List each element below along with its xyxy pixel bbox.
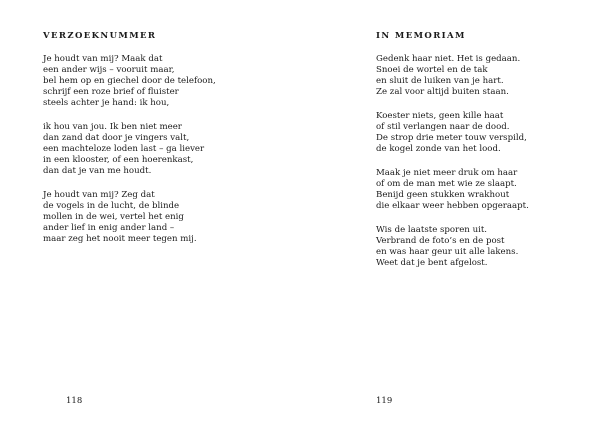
poem-line: of om de man met wie ze slaapt. (376, 178, 517, 189)
stanza (43, 122, 216, 177)
poem-line: Verbrand de foto’s en de post (376, 235, 505, 246)
poem-line: Koester niets, geen kille haat (376, 110, 504, 121)
stanza (376, 225, 529, 269)
poem-line: dan dat je van me houdt. (43, 166, 152, 177)
poem-line: de kogel zonde van het lood. (376, 144, 501, 155)
poem-body (376, 54, 529, 282)
stanza (376, 168, 529, 212)
poem-line: een ander wijs – vooruit maar, (43, 65, 175, 76)
poem-line: de vogels in de lucht, de blinde (43, 201, 180, 212)
poem-line: De strop drie meter touw verspild, (376, 133, 527, 144)
poem-line: en was haar geur uit alle lakens. (376, 246, 519, 257)
poem-line: Weet dat je bent afgelost. (376, 257, 488, 268)
stanza (43, 54, 216, 109)
poem-title: IN MEMORIAM (376, 31, 466, 41)
poem-line: een machteloze loden last – ga liever (43, 144, 205, 155)
right-page (300, 0, 600, 432)
poem-line: Maak je niet meer druk om haar (376, 167, 518, 178)
poem-line: mollen in de wei, vertel het enig (43, 212, 184, 223)
poem-line: in een klooster, of een hoerenkast, (43, 155, 194, 166)
poem-line: steels achter je hand: ik hou, (43, 98, 170, 109)
poem-line: ander lief in enig ander land – (43, 223, 175, 234)
poem-line: bel hem op en giechel door de telefoon, (43, 76, 216, 87)
poem-title: VERZOEKNUMMER (43, 31, 157, 41)
poem-line: maar zeg het nooit meer tegen mij. (43, 234, 197, 245)
poem-line: en sluit de luiken van je hart. (376, 76, 504, 87)
poem-line: Je houdt van mij? Zeg dat (43, 189, 155, 200)
poem-body (43, 54, 216, 258)
poem-line: Je houdt van mij? Maak dat (43, 54, 163, 64)
stanza (376, 111, 529, 155)
poem-line: ik hou van jou. Ik ben niet meer (43, 121, 182, 132)
poem-line: die elkaar weer hebben opgeraapt. (376, 201, 529, 212)
page-number: 119 (376, 396, 393, 406)
poem-line: Snoei de wortel en de tak (376, 65, 488, 76)
poem-line: Wis de laatste sporen uit. (376, 224, 488, 235)
poem-line: Gedenk haar niet. Het is gedaan. (376, 54, 521, 64)
poem-line: dan zand dat door je vingers valt, (43, 133, 190, 144)
poem-line: Benijd geen stukken wrakhout (376, 189, 510, 200)
poem-line: of stil verlangen naar de dood. (376, 121, 510, 132)
page-number: 118 (66, 396, 83, 406)
stanza (376, 54, 529, 98)
stanza (43, 190, 216, 245)
poem-line: schrijf een roze brief of fluister (43, 87, 179, 98)
poem-line: Ze zal voor altijd buiten staan. (376, 87, 509, 98)
